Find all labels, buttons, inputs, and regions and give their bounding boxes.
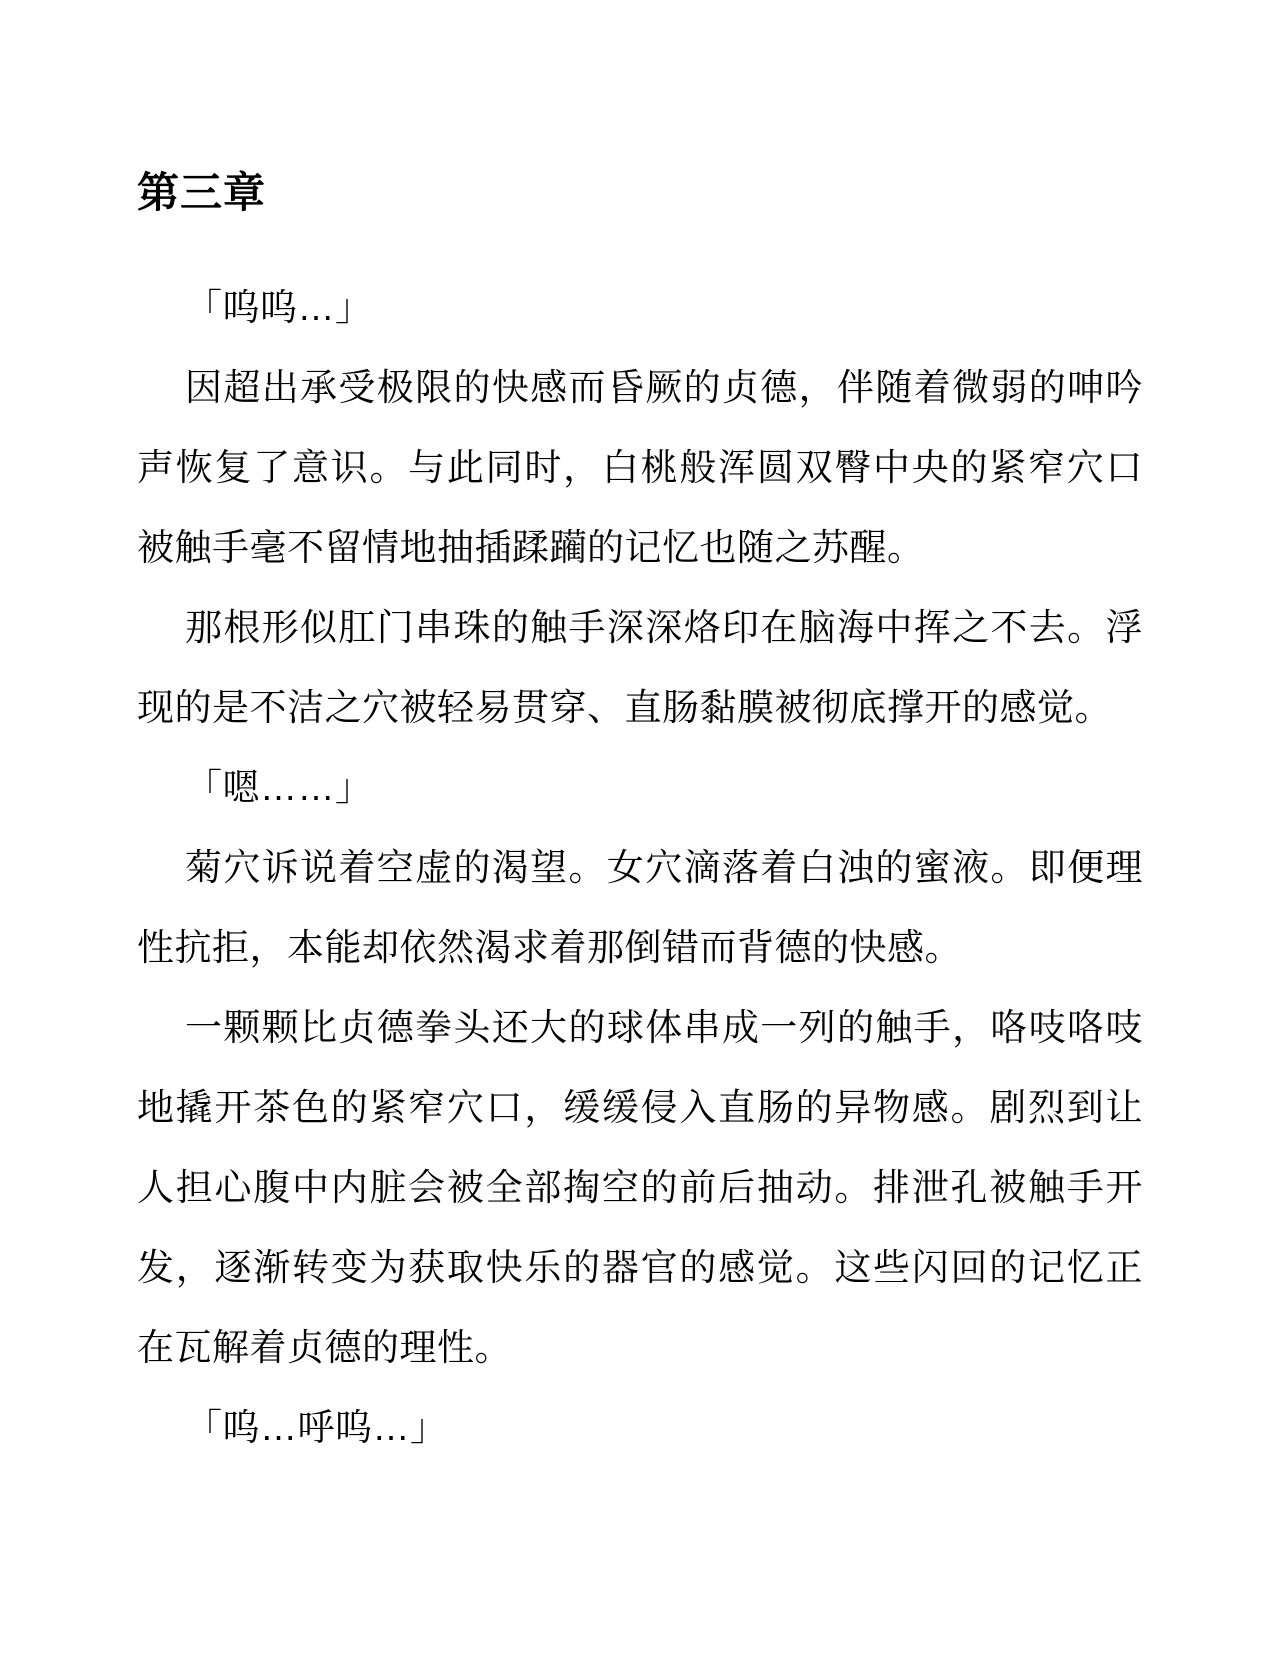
narration-paragraph: 因超出承受极限的快感而昏厥的贞德，伴随着微弱的呻吟声恢复了意识。与此同时，白桃般浑圆双臀中央的紧窄穴口被触手毫不留情地抽插蹂躏的记忆也随之苏醒。	[137, 367, 1143, 568]
dialogue-line: 「嗯……」	[185, 767, 373, 808]
dialogue-line: 「呜呜…」	[185, 287, 373, 328]
narration-paragraph: 一颗颗比贞德拳头还大的球体串成一列的触手，咯吱咯吱地撬开茶色的紧窄穴口，缓缓侵入直肠的异物感。剧烈到让人担心腹中内脏会被全部掏空的前后抽动。排泄孔被触手开发，逐渐转变为获取快乐的器官的感觉。这些闪回的记忆正在瓦解着贞德的理性。	[137, 1007, 1143, 1368]
chapter-title: 第三章	[137, 169, 267, 216]
narration-paragraph: 那根形似肛门串珠的触手深深烙印在脑海中挥之不去。浮现的是不洁之穴被轻易贯穿、直肠黏膜被彻底撑开的感觉。	[137, 607, 1143, 728]
chapter-body	[137, 268, 1143, 1468]
narration-paragraph: 菊穴诉说着空虚的渴望。女穴滴落着白浊的蜜液。即便理性抗拒，本能却依然渴求着那倒错而背德的快感。	[137, 847, 1143, 968]
text-column	[137, 0, 1143, 1468]
dialogue-line: 「呜…呼呜…」	[185, 1407, 448, 1448]
